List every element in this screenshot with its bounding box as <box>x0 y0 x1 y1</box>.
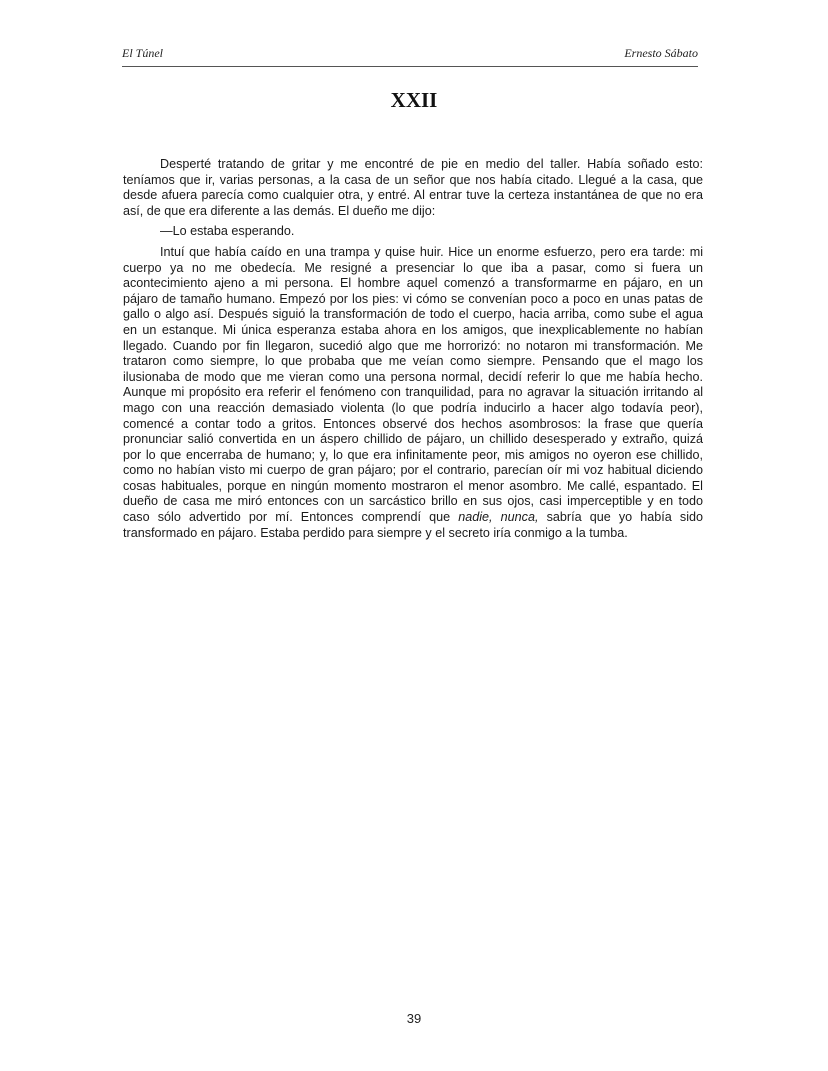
text-line: mago con una reacción demasiado violenta (lo que podría inducirlo a hacer algo todavía peor), <box>123 400 703 415</box>
text-line: trataron como siempre, lo que probaba que me veían como siempre. Pensando que el mago los <box>123 354 703 369</box>
text-line: gallo o algo así. Después siguió la transformación de todo el cuerpo, hacia arriba, como sube el agua <box>123 307 703 322</box>
chapter-body <box>123 157 703 541</box>
text-line: teníamos que ir, varias personas, a la casa de un señor que nos había citado. Llegué a la casa, que <box>123 172 703 187</box>
text-line: cuerpo ya no me obedecía. Me resigné a presenciar lo que iba a pasar, como si fuera un <box>123 260 703 275</box>
chapter-title: XXII <box>390 88 438 112</box>
text-line: Intuí que había caído en una trampa y quise huir. Hice un enorme esfuerzo, pero era tarde: mi <box>160 244 703 259</box>
text-line: en un estanque. Mi única esperanza estaba ahora en los amigos, que inexplicablemente no habían <box>123 322 703 337</box>
text-line: pronunciar salió convertida en un áspero chillido de pájaro, un chillido desesperado y extraño, quizá <box>123 432 703 447</box>
text-line: como no habían visto mi cuerpo de gran pájaro; por el contrario, parecían oír mi voz habitual diciendo <box>123 463 703 478</box>
page-number: 39 <box>406 1011 422 1026</box>
paragraph-dialogue <box>123 224 703 240</box>
text-line: ilusionaba de modo que me vieran como una persona normal, decidí referir lo que me había hecho. <box>123 369 703 384</box>
author-name: Ernesto Sábato <box>624 46 698 60</box>
text-line: Aunque mi propósito era referir el fenómeno con tranquilidad, para no agravar la situación irritando al <box>123 385 703 400</box>
text-line: —Lo estaba esperando. <box>160 224 295 239</box>
paragraph <box>123 157 703 219</box>
text-line: transformado en pájaro. Estaba perdido para siempre y el secreto iría conmigo a la tumba. <box>123 525 628 540</box>
text-line: Desperté tratando de gritar y me encontré de pie en medio del taller. Había soñado esto: <box>160 157 703 171</box>
italic-emphasis: nadie, nunca, <box>458 510 539 525</box>
text-line: desde afuera parecía como cualquier otra, y entré. Al entrar tuve la certeza instantánea de que no era <box>123 188 703 203</box>
text-line: comencé a contar todo a gritos. Entonces observé dos hechos asombrosos: la frase que quería <box>123 416 703 431</box>
text-line: cosas habituales, porque en ningún momento mostraron el menor asombro. Me callé, espantado. El <box>123 478 703 493</box>
running-header <box>122 44 698 64</box>
text-line: acontecimiento ajeno a mi persona. El hombre aquel comenzó a transformarme en pájaro, en un <box>123 276 703 291</box>
text-segment: sabría que yo había sido <box>546 510 703 525</box>
text-segment: caso sólo advertido por mí. Entonces comprendí que <box>123 510 451 525</box>
text-line: así, de que era diferente a las demás. El dueño me dijo: <box>123 203 436 218</box>
text-line: dueño de casa me miró entonces con un sarcástico brillo en sus ojos, casi imperceptible y en todo <box>123 494 703 509</box>
text-line: llegado. Cuando por fin llegaron, sucedió algo que me horrorizó: no notaron mi transformación. Me <box>123 338 703 353</box>
paragraph <box>123 245 703 541</box>
text-line-with-emphasis <box>123 510 703 526</box>
book-title: El Túnel <box>122 46 163 60</box>
text-line: por lo que encerraba de humano; y, lo que era infinitamente peor, mis amigos no oyeron ese chillido, <box>123 447 703 462</box>
header-divider <box>122 66 698 67</box>
text-line: pájaro de tamaño humano. Empezó por los pies: vi cómo se convenían poco a poco en unas patas de <box>123 291 703 306</box>
